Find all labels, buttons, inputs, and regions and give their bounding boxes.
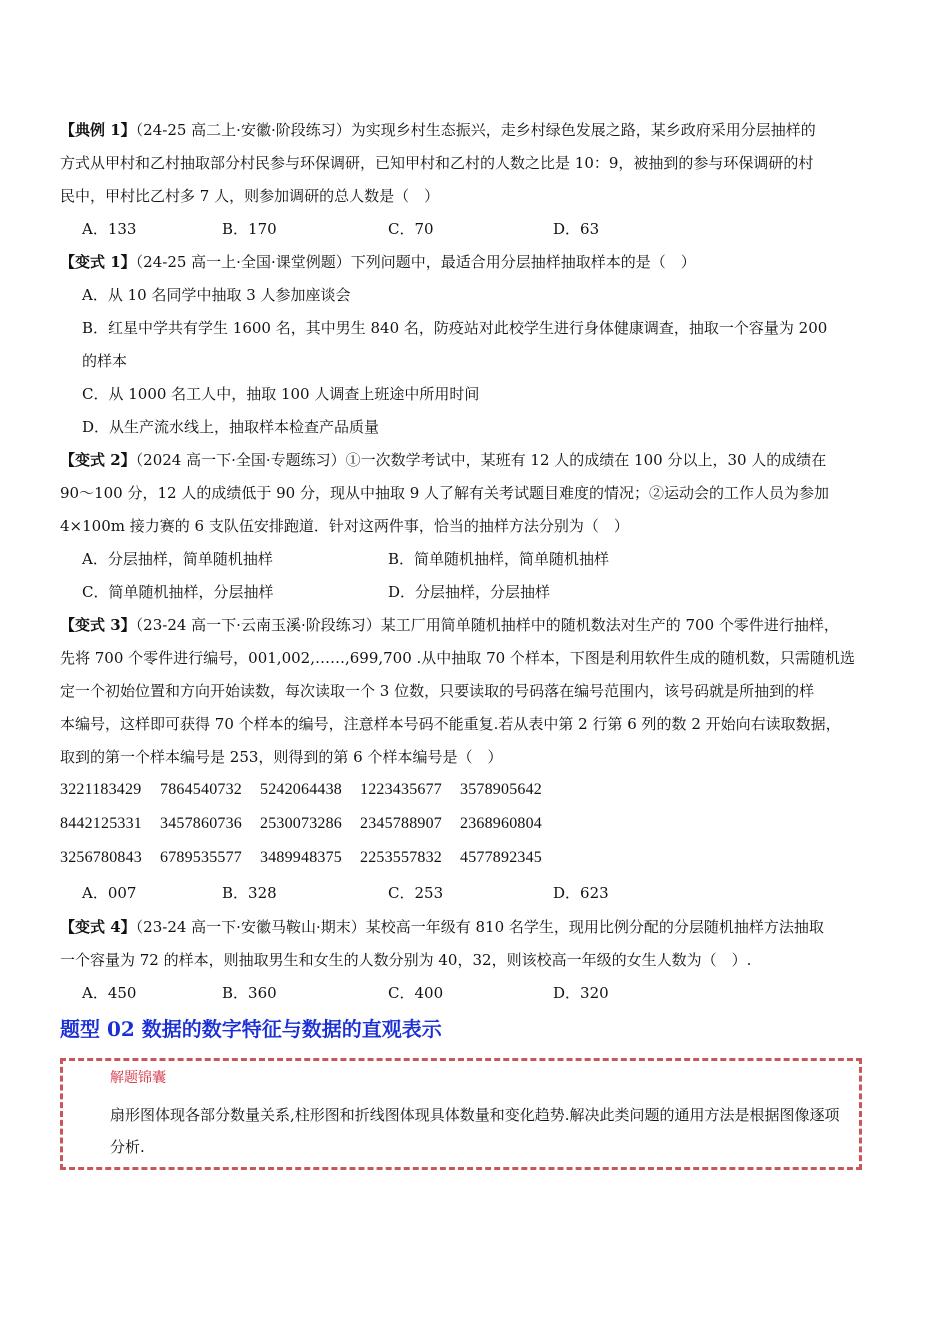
- tip-text: 扇形图体现各部分数量关系,柱形图和折线图体现具体数量和变化趋势.解决此类问题的通用方法是根据图像逐项分析.: [110, 1106, 840, 1156]
- variant-2-option-b: B．简单随机抽样，简单随机抽样: [388, 550, 610, 568]
- tip-title: 解题锦囊: [110, 1070, 166, 1086]
- variant-4-option-a: A．450: [82, 984, 137, 1002]
- variant-2-option-d: D．分层抽样，分层抽样: [388, 583, 551, 601]
- random-number-row-2: [60, 815, 560, 833]
- random-number-cell: 3457860736: [160, 815, 242, 832]
- variant-3-line-5: 取到的第一个样本编号是 253，则得到的第 6 个样本编号是（ ）: [60, 748, 503, 766]
- random-number-cell: 2253557832: [360, 849, 442, 866]
- example-1-option-a: A．133: [82, 220, 137, 238]
- variant-1-label: 【变式 1】: [60, 253, 136, 271]
- example-1-line-3: 民中，甲村比乙村多 7 人，则参加调研的总人数是（ ）: [60, 187, 440, 205]
- variant-1-option-a: A．从 10 名同学中抽取 3 人参加座谈会: [82, 286, 351, 304]
- variant-2-line-2: 90～100 分，12 人的成绩低于 90 分，现从中抽取 9 人了解有关考试题目难度的情况；②运动会的工作人员为参加: [60, 484, 830, 502]
- variant-3-label: 【变式 3】: [60, 616, 136, 634]
- random-number-cell: 3221183429: [60, 781, 142, 798]
- variant-3-option-a: A．007: [82, 884, 137, 902]
- variant-2-line-3: 4×100m 接力赛的 6 支队伍安排跑道．针对这两件事，恰当的抽样方法分别为（ ）: [60, 517, 629, 535]
- random-number-cell: 3256780843: [60, 849, 142, 866]
- random-number-cell: 3489948375: [260, 849, 342, 866]
- random-number-cell: 2345788907: [360, 815, 442, 832]
- example-1-option-c: C．70: [388, 220, 434, 238]
- random-number-cell: 4577892345: [460, 849, 542, 866]
- variant-3-option-b: B．328: [222, 884, 277, 902]
- variant-2-option-a: A．分层抽样，简单随机抽样: [82, 550, 273, 568]
- random-number-cell: 3578905642: [460, 781, 542, 798]
- variant-3-line-2: 先将 700 个零件进行编号，001,002,……,699,700 .从中抽取 70 个样本，下图是利用软件生成的随机数，只需随机选: [60, 649, 855, 667]
- random-number-cell: 8442125331: [60, 815, 142, 832]
- variant-4-line-1: 【变式 4】（23-24 高一下·安徽马鞍山·期末）某校高一年级有 810 名学生，现用比例分配的分层随机抽样方法抽取: [60, 918, 824, 936]
- variant-1-option-b: B．红星中学共有学生 1600 名，其中男生 840 名，防疫站对此校学生进行身体健康调查，抽取一个容量为 200: [82, 319, 828, 337]
- variant-3-option-d: D．623: [553, 884, 609, 902]
- random-number-cell: 6789535577: [160, 849, 242, 866]
- variant-1-option-d: D．从生产流水线上，抽取样本检查产品质量: [82, 418, 380, 436]
- variant-2-option-c: C．简单随机抽样，分层抽样: [82, 583, 274, 601]
- random-number-cell: 2530073286: [260, 815, 342, 832]
- example-1-option-b: B．170: [222, 220, 277, 238]
- variant-4-label: 【变式 4】: [60, 918, 136, 936]
- variant-1-option-b-cont: 的样本: [82, 352, 128, 370]
- random-number-cell: 7864540732: [160, 781, 242, 798]
- example-1-label: 【典例 1】: [60, 121, 136, 139]
- variant-4-option-c: C．400: [388, 984, 444, 1002]
- variant-4-line-2: 一个容量为 72 的样本，则抽取男生和女生的人数分别为 40，32，则该校高一年级的女生人数为（ ）.: [60, 951, 752, 969]
- variant-3-line-3: 定一个初始位置和方向开始读数，每次读取一个 3 位数，只要读取的号码落在编号范围内，该号码就是所抽到的样: [60, 682, 815, 700]
- example-1-option-d: D．63: [553, 220, 600, 238]
- example-1-line-1: 【典例 1】（24-25 高二上·安徽·阶段练习）为实现乡村生态振兴，走乡村绿色发展之路，某乡政府采用分层抽样的: [60, 121, 816, 139]
- random-number-row-3: [60, 849, 560, 867]
- variant-4-option-d: D．320: [553, 984, 609, 1002]
- random-number-cell: 2368960804: [460, 815, 542, 832]
- variant-4-option-b: B．360: [222, 984, 277, 1002]
- section-heading: 题型 02 数据的数字特征与数据的直观表示: [60, 1017, 442, 1041]
- variant-2-line-1: 【变式 2】（2024 高一下·全国·专题练习）①一次数学考试中，某班有 12 人的成绩在 100 分以上，30 人的成绩在: [60, 451, 827, 469]
- random-number-cell: 5242064438: [260, 781, 342, 798]
- random-number-row-1: [60, 781, 560, 799]
- variant-1-option-c: C．从 1000 名工人中，抽取 100 人调查上班途中所用时间: [82, 385, 480, 403]
- variant-2-label: 【变式 2】: [60, 451, 136, 469]
- variant-3-line-4: 本编号，这样即可获得 70 个样本的编号，注意样本号码不能重复.若从表中第 2 行第 6 列的数 2 开始向右读取数据，: [60, 715, 841, 733]
- example-1-line-2: 方式从甲村和乙村抽取部分村民参与环保调研，已知甲村和乙村的人数之比是 10：9，被抽到的参与环保调研的村: [60, 154, 814, 172]
- tip-box: [60, 1058, 862, 1170]
- variant-1-line-1: 【变式 1】（24-25 高一上·全国·课堂例题）下列问题中，最适合用分层抽样抽取样本的是（ ）: [60, 253, 696, 271]
- variant-3-option-c: C．253: [388, 884, 444, 902]
- random-number-cell: 1223435677: [360, 781, 442, 798]
- variant-3-line-1: 【变式 3】（23-24 高一下·云南玉溪·阶段练习）某工厂用简单随机抽样中的随机数法对生产的 700 个零件进行抽样，: [60, 616, 839, 634]
